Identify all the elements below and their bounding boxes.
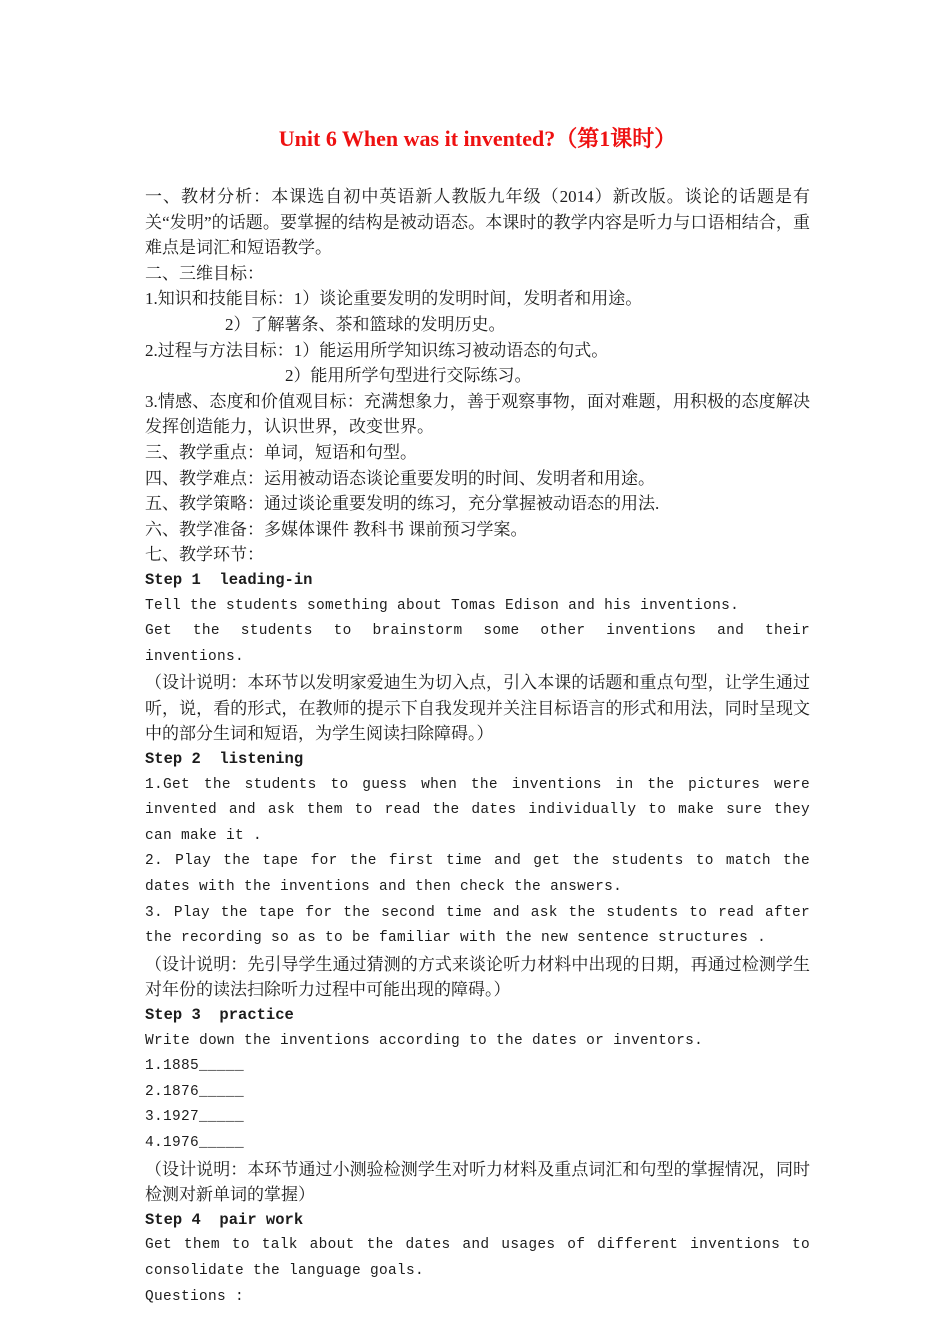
paragraph: 三、教学重点：单词，短语和句型。: [145, 442, 417, 462]
paragraph: 4.1976_____: [145, 1134, 245, 1151]
paragraph: Get the students to brainstorm some other inventions and their inventions.: [145, 623, 810, 665]
paragraph: 七、教学环节：: [145, 545, 264, 565]
paragraph: 2.1876_____: [145, 1083, 245, 1100]
paragraph: （设计说明：先引导学生通过猜测的方式来谈论听力材料中出现的日期，再通过检测学生对年份的读法扫除听力过程中可能出现的障碍。）: [145, 954, 810, 1000]
paragraph: 2）了解薯条、茶和篮球的发明历史。: [225, 314, 506, 334]
paragraph: Tell the students something about Tomas Edison and his inventions.: [145, 597, 740, 614]
paragraph: 3.1927_____: [145, 1109, 245, 1126]
step-heading: Step 4 pair work: [145, 1210, 304, 1229]
paragraph: 1.Get the students to guess when the inventions in the pictures were invented and ask them to read the dates individually to make sure they can make it .: [145, 776, 810, 844]
step-heading: Step 3 practice: [145, 1006, 294, 1024]
paragraph: 六、教学准备：多媒体课件 教科书 课前预习学案。: [145, 519, 528, 539]
paragraph: 3.情感、态度和价值观目标：充满想象力，善于观察事物，面对难题，用积极的态度解决发挥创造能力，认识世界，改变世界。: [145, 391, 810, 437]
step-heading: Step 2 listening: [145, 750, 304, 769]
paragraph: 二、三维目标：: [145, 263, 264, 283]
paragraph: （设计说明：本环节通过小测验检测学生对听力材料及重点词汇和句型的掌握情况，同时检测对新单词的掌握）: [145, 1159, 810, 1205]
paragraph: 2）能用所学句型进行交际练习。: [285, 366, 532, 386]
paragraph: 四、教学难点：运用被动语态谈论重要发明的时间、发明者和用途。: [145, 468, 655, 488]
paragraph: Write down the inventions according to the dates or inventors.: [145, 1032, 704, 1049]
paragraph: 1.1885_____: [145, 1058, 245, 1075]
paragraph: Questions :: [145, 1288, 245, 1305]
paragraph: Get them to talk about the dates and usages of different inventions to consolidate the language goals.: [145, 1237, 810, 1279]
paragraph: 一、教材分析：本课选自初中英语新人教版九年级（2014）新改版。谈论的话题是有关“发明”的话题。要掌握的结构是被动语态。本课时的教学内容是听力与口语相结合，重难点是词汇和短语教学。: [145, 187, 810, 258]
paragraph: 五、教学策略：通过谈论重要发明的练习，充分掌握被动语态的用法.: [145, 494, 660, 514]
paragraph: （设计说明：本环节以发明家爱迪生为切入点，引入本课的话题和重点句型，让学生通过听，说，看的形式，在教师的提示下自我发现并关注目标语言的形式和用法，同时呈现文中的部分生词和短语，为学生阅读扫除障碍。）: [145, 673, 810, 744]
paragraph: 1.知识和技能目标：1）谈论重要发明的发明时间，发明者和用途。: [145, 289, 643, 309]
document-body: [145, 184, 810, 1310]
paragraph: 3. Play the tape for the second time and ask the students to read after the recording so as to be familiar with the new sentence structures .: [145, 904, 810, 947]
step-heading: Step 1 leading-in: [145, 570, 313, 589]
paragraph: 2. Play the tape for the first time and get the students to match the dates with the inventions and then check the answers.: [145, 853, 810, 896]
document-title: Unit 6 When was it invented?（第1课时）: [278, 126, 677, 151]
paragraph: 2.过程与方法目标：1）能运用所学知识练习被动语态的句式。: [145, 340, 609, 360]
